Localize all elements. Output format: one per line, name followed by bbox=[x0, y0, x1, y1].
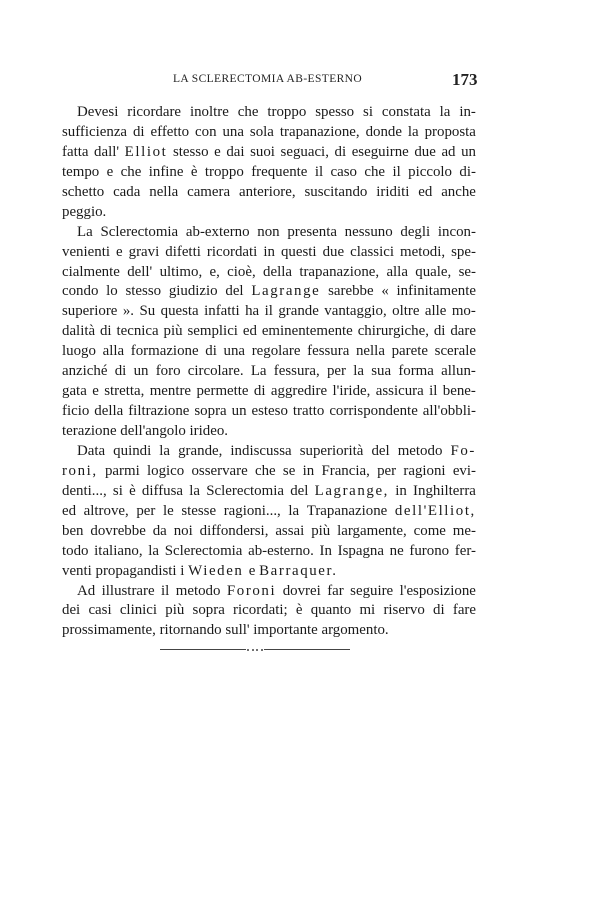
word: ne bbox=[389, 542, 404, 559]
word: infinitamente bbox=[396, 283, 476, 300]
word: Francia, bbox=[321, 462, 370, 479]
word: anche bbox=[441, 183, 476, 200]
word: incon- bbox=[437, 223, 476, 240]
word: oltre bbox=[392, 303, 420, 320]
word: dovrei bbox=[282, 582, 321, 599]
text-line bbox=[62, 422, 476, 442]
text-line bbox=[62, 163, 476, 183]
word: fer- bbox=[454, 542, 476, 559]
word: di bbox=[132, 123, 145, 140]
text-line bbox=[62, 143, 476, 163]
word: infatti bbox=[204, 303, 240, 320]
word: è bbox=[295, 602, 303, 619]
word: roni, bbox=[62, 462, 98, 479]
word: ad bbox=[441, 143, 456, 160]
word: Sclerectomia bbox=[100, 223, 179, 240]
paragraph bbox=[62, 103, 476, 223]
word: aggredire bbox=[270, 383, 328, 400]
word: anziché bbox=[62, 363, 108, 380]
word: ricordati bbox=[206, 243, 258, 260]
word: classici bbox=[350, 243, 394, 260]
page-number: 173 bbox=[452, 70, 478, 89]
word: di- bbox=[459, 163, 476, 180]
word: più bbox=[163, 323, 183, 340]
word: di bbox=[334, 143, 347, 160]
word: forma bbox=[398, 363, 434, 380]
line-text: peggio. bbox=[62, 203, 107, 220]
word: cada bbox=[113, 183, 141, 200]
word: come bbox=[413, 522, 446, 539]
word: grande bbox=[278, 303, 319, 320]
word: ultimo, bbox=[159, 263, 203, 280]
word: che bbox=[120, 163, 142, 180]
word: parmi bbox=[104, 462, 140, 479]
word: eminentemente bbox=[261, 323, 353, 340]
word: per bbox=[377, 462, 397, 479]
word: un bbox=[133, 363, 149, 380]
word: grande, bbox=[178, 442, 223, 459]
word: « bbox=[381, 283, 389, 300]
word: sopra bbox=[194, 403, 227, 420]
text-line bbox=[62, 342, 476, 362]
word: e, bbox=[209, 263, 220, 280]
word: due bbox=[414, 143, 436, 160]
word: ab-externo bbox=[185, 223, 250, 240]
word: si bbox=[112, 482, 123, 499]
word: Data bbox=[77, 442, 106, 459]
word: suoi bbox=[250, 143, 275, 160]
word: Inghilterra bbox=[413, 482, 476, 499]
word: vantaggio, bbox=[324, 303, 387, 320]
word: dare bbox=[450, 323, 476, 340]
word: alla bbox=[386, 263, 408, 280]
text-line bbox=[62, 263, 476, 283]
word: superiorità bbox=[299, 442, 364, 459]
word: Su bbox=[139, 303, 156, 320]
text-line bbox=[62, 302, 476, 322]
word: stesso bbox=[125, 283, 162, 300]
word: troppo bbox=[204, 163, 244, 180]
word: far bbox=[327, 582, 344, 599]
word: effetto bbox=[150, 123, 190, 140]
word: allun- bbox=[441, 363, 476, 380]
word: un bbox=[231, 403, 247, 420]
word: per bbox=[136, 502, 156, 519]
text-line bbox=[62, 442, 476, 462]
word: dalità bbox=[62, 323, 96, 340]
word: stesse bbox=[181, 502, 217, 519]
word: casi bbox=[88, 602, 112, 619]
word: ab-esterno. bbox=[248, 542, 314, 559]
word: ragioni..., bbox=[223, 502, 281, 519]
word: da bbox=[152, 522, 167, 539]
word: di bbox=[99, 323, 112, 340]
word: alla bbox=[102, 343, 125, 360]
word: iriditi bbox=[376, 183, 410, 200]
ornament-dot bbox=[256, 649, 258, 651]
word: lo bbox=[106, 283, 118, 300]
word: più bbox=[165, 602, 185, 619]
word: la bbox=[148, 542, 159, 559]
word: regolare bbox=[251, 343, 301, 360]
word: il bbox=[392, 163, 401, 180]
word: luogo bbox=[62, 343, 96, 360]
word: per bbox=[326, 363, 346, 380]
word: semplici bbox=[187, 323, 238, 340]
word: mo- bbox=[451, 303, 476, 320]
word: Elliot bbox=[124, 143, 168, 160]
word: metodo bbox=[175, 582, 221, 599]
text-line bbox=[62, 223, 476, 243]
word: diffondersi, bbox=[199, 522, 269, 539]
word: ed bbox=[418, 183, 433, 200]
ornament-rule-left bbox=[160, 649, 246, 650]
word: tecnica bbox=[116, 323, 159, 340]
word: giudizio bbox=[168, 283, 218, 300]
word: e bbox=[92, 383, 99, 400]
word: filtrazione bbox=[128, 403, 190, 420]
word: che bbox=[237, 104, 259, 120]
word: che bbox=[364, 163, 386, 180]
word: sufficienza bbox=[62, 123, 128, 140]
line-text: prossimamente, ritornando sull' importante argomento. bbox=[62, 622, 389, 639]
word: la bbox=[407, 123, 419, 140]
word: In bbox=[319, 542, 332, 559]
word: inoltre bbox=[189, 104, 229, 120]
word: La bbox=[77, 223, 93, 240]
running-title: LA SCLERECTOMIA AB-ESTERNO bbox=[173, 73, 363, 85]
text-line bbox=[62, 183, 476, 203]
text-line bbox=[62, 382, 476, 402]
word: denti..., bbox=[62, 482, 107, 499]
word: se bbox=[282, 462, 296, 479]
word: le bbox=[162, 502, 174, 519]
word: di bbox=[253, 383, 266, 400]
word: di bbox=[433, 323, 446, 340]
word: che bbox=[254, 462, 276, 479]
word: riservo bbox=[383, 602, 425, 619]
line-text: venti propagandisti i Wieden e Barraquer. bbox=[62, 562, 338, 579]
text-line bbox=[62, 482, 476, 502]
word: ed bbox=[62, 502, 77, 519]
word: il bbox=[161, 582, 170, 599]
word: il bbox=[429, 383, 438, 400]
word: Fo- bbox=[450, 442, 476, 459]
word: eseguirne bbox=[351, 143, 409, 160]
text-line bbox=[62, 402, 476, 422]
text-line bbox=[62, 502, 476, 522]
word: sola bbox=[249, 123, 274, 140]
text-line bbox=[62, 103, 476, 123]
word: constata bbox=[381, 104, 431, 120]
word: scerale bbox=[434, 343, 476, 360]
text-line bbox=[62, 282, 476, 302]
word: corrispondente bbox=[329, 403, 418, 420]
word: in bbox=[395, 482, 407, 499]
word: un bbox=[461, 143, 476, 160]
ornament-rule-right bbox=[264, 649, 350, 650]
word: Sclerectomia bbox=[206, 482, 284, 499]
word: schetto bbox=[62, 183, 105, 200]
word: della bbox=[263, 263, 292, 280]
word: nella bbox=[149, 183, 179, 200]
text-line bbox=[62, 562, 476, 582]
word: non bbox=[257, 223, 280, 240]
word: clinici bbox=[119, 602, 158, 619]
word: Devesi bbox=[77, 104, 119, 120]
word: dei bbox=[62, 602, 81, 619]
text-line bbox=[62, 601, 476, 621]
word: quale, bbox=[415, 263, 452, 280]
word: osservare bbox=[191, 462, 248, 479]
word: todo bbox=[62, 542, 89, 559]
word: italiano, bbox=[94, 542, 143, 559]
text-line bbox=[62, 522, 476, 542]
word: e bbox=[214, 143, 221, 160]
word: bene- bbox=[442, 383, 476, 400]
word: infine bbox=[148, 163, 184, 180]
word: trapanazione, bbox=[279, 123, 360, 140]
word: metodo bbox=[397, 442, 443, 459]
word: Lagrange bbox=[251, 283, 321, 300]
word: spesso bbox=[315, 104, 355, 120]
word: il bbox=[314, 163, 324, 180]
word: di bbox=[114, 363, 127, 380]
word: noi bbox=[173, 522, 193, 539]
word: nella bbox=[355, 343, 385, 360]
word: proposta bbox=[424, 123, 476, 140]
word: di bbox=[205, 343, 217, 360]
text-line bbox=[62, 203, 476, 223]
word: sua bbox=[371, 363, 392, 380]
word: della bbox=[94, 403, 124, 420]
text-line bbox=[62, 123, 476, 143]
word: del bbox=[290, 482, 309, 499]
word: mentre bbox=[149, 383, 192, 400]
word: in bbox=[263, 243, 275, 260]
word: la bbox=[159, 442, 171, 459]
word: furono bbox=[409, 542, 450, 559]
word: dell'Elliot, bbox=[394, 502, 476, 519]
word: trapanazione, bbox=[299, 263, 380, 280]
word: Ispagna bbox=[337, 542, 384, 559]
word: ragioni bbox=[403, 462, 446, 479]
word: ed bbox=[242, 323, 257, 340]
word: questa bbox=[160, 303, 199, 320]
word: dell' bbox=[127, 263, 153, 280]
word: questi bbox=[280, 243, 317, 260]
word: ha bbox=[245, 303, 260, 320]
word: superiore bbox=[62, 303, 118, 320]
word: di bbox=[433, 602, 445, 619]
word: troppo bbox=[267, 104, 307, 120]
word: alle bbox=[424, 303, 447, 320]
word: suscitando bbox=[304, 183, 368, 200]
word: piccolo bbox=[408, 163, 452, 180]
word: Ad bbox=[77, 582, 96, 599]
word: Foroni bbox=[226, 582, 277, 599]
word: più bbox=[311, 522, 331, 539]
word: dai bbox=[226, 143, 245, 160]
word: il bbox=[264, 303, 273, 320]
word: chirurgiche, bbox=[357, 323, 429, 340]
word: me- bbox=[452, 522, 476, 539]
ornament-dot bbox=[261, 649, 263, 651]
word: fessura bbox=[307, 343, 350, 360]
word: dovrebbe bbox=[90, 522, 146, 539]
word: stesso bbox=[172, 143, 209, 160]
paragraph bbox=[62, 442, 476, 582]
word: illustrare bbox=[101, 582, 155, 599]
word: una bbox=[223, 343, 246, 360]
word: e bbox=[106, 163, 114, 180]
word: venienti bbox=[62, 243, 110, 260]
text-line bbox=[62, 322, 476, 342]
word: evi- bbox=[452, 462, 476, 479]
word: esteso bbox=[251, 403, 288, 420]
word: tempo bbox=[62, 163, 100, 180]
word: dall' bbox=[94, 143, 120, 160]
word: del bbox=[371, 442, 390, 459]
word: degli bbox=[400, 223, 431, 240]
word: gata bbox=[62, 383, 87, 400]
paragraph bbox=[62, 582, 476, 642]
word: La bbox=[250, 363, 267, 380]
word: la bbox=[189, 482, 200, 499]
word: metodi, bbox=[400, 243, 446, 260]
word: ricordati; bbox=[233, 602, 288, 619]
word: assai bbox=[275, 522, 305, 539]
word: in bbox=[302, 462, 315, 479]
word: assicura bbox=[375, 383, 424, 400]
paragraph bbox=[62, 223, 476, 442]
word: una bbox=[222, 123, 244, 140]
word: la bbox=[353, 363, 364, 380]
ornament-dot bbox=[252, 649, 254, 651]
word: cioè, bbox=[227, 263, 256, 280]
word: parete bbox=[391, 343, 428, 360]
word: l'esposizione bbox=[399, 582, 476, 599]
word: circolare. bbox=[187, 363, 244, 380]
word: Lagrange, bbox=[314, 482, 389, 499]
text-line bbox=[62, 621, 476, 641]
word: spe- bbox=[451, 243, 476, 260]
word: ricordare bbox=[127, 104, 182, 120]
word: ficio bbox=[62, 403, 90, 420]
word: diffusa bbox=[141, 482, 184, 499]
word: l'iride, bbox=[332, 383, 371, 400]
word: tratto bbox=[292, 403, 325, 420]
word: quanto bbox=[310, 602, 352, 619]
word: la bbox=[439, 104, 451, 120]
word: del bbox=[225, 283, 244, 300]
word: gravi bbox=[128, 243, 160, 260]
word: sopra bbox=[192, 602, 225, 619]
word: sarebbe bbox=[328, 283, 374, 300]
word: altrove, bbox=[83, 502, 129, 519]
word: indiscussa bbox=[230, 442, 292, 459]
word: anteriore, bbox=[238, 183, 296, 200]
word: frequente bbox=[251, 163, 308, 180]
body-text bbox=[62, 103, 476, 641]
word: due bbox=[322, 243, 345, 260]
word: presenta bbox=[287, 223, 337, 240]
word: all'obbli- bbox=[422, 403, 476, 420]
text-line bbox=[62, 243, 476, 263]
text-line bbox=[62, 462, 476, 482]
word: la bbox=[288, 502, 300, 519]
word: largamente, bbox=[337, 522, 407, 539]
word: formazione bbox=[130, 343, 199, 360]
word: fessura, bbox=[273, 363, 320, 380]
word: Trapanazione bbox=[306, 502, 388, 519]
word: condo bbox=[62, 283, 99, 300]
word: ben bbox=[62, 522, 84, 539]
word: permette bbox=[196, 383, 249, 400]
word: quindi bbox=[113, 442, 152, 459]
word: cialmente bbox=[62, 263, 120, 280]
word: in- bbox=[459, 104, 476, 120]
word: caso bbox=[330, 163, 357, 180]
word: ». bbox=[122, 303, 135, 320]
word: stretta, bbox=[104, 383, 145, 400]
word: seguire bbox=[350, 582, 394, 599]
word: nessuno bbox=[344, 223, 393, 240]
ornament-dot bbox=[247, 649, 249, 651]
word: se- bbox=[458, 263, 476, 280]
text-line bbox=[62, 362, 476, 382]
word: difetti bbox=[165, 243, 201, 260]
word: donde bbox=[365, 123, 402, 140]
word: seguaci, bbox=[280, 143, 329, 160]
word: Sclerectomia bbox=[164, 542, 243, 559]
word: è bbox=[129, 482, 136, 499]
word: camera bbox=[187, 183, 231, 200]
word: con bbox=[195, 123, 217, 140]
word: foro bbox=[155, 363, 181, 380]
word: e bbox=[116, 243, 123, 260]
word: fatta bbox=[62, 143, 89, 160]
word: si bbox=[363, 104, 373, 120]
word: logico bbox=[146, 462, 185, 479]
ornament-dots bbox=[246, 647, 264, 652]
section-end-ornament bbox=[160, 647, 350, 653]
word: fare bbox=[452, 602, 476, 619]
text-line bbox=[62, 582, 476, 602]
line-text: terazione dell'angolo irideo. bbox=[62, 423, 229, 439]
word: mi bbox=[359, 602, 376, 619]
word: è bbox=[190, 163, 198, 180]
text-line bbox=[62, 542, 476, 562]
